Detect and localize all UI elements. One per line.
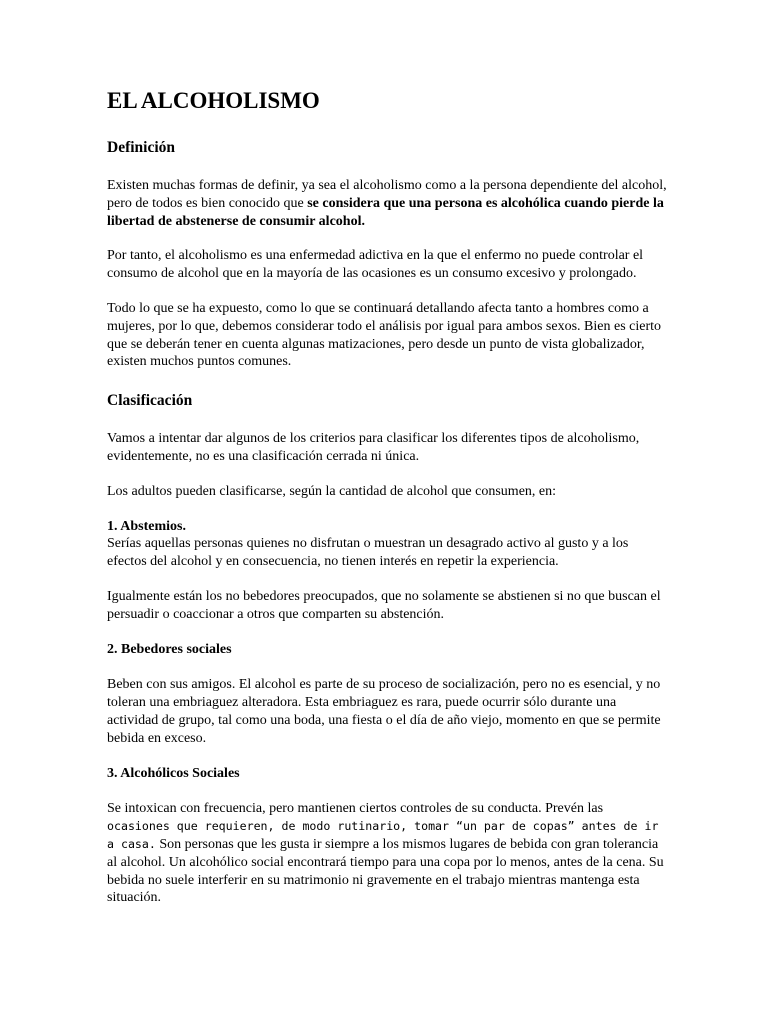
item-alcoholicos-sociales — [107, 765, 668, 783]
paragraph-abstemios-2: Igualmente están los no bebedores preocupados, que no solamente se abstienen si no que buscan el persuadir o coaccionar a otros que comparten su abstención. — [107, 588, 661, 622]
paragraph-definicion-2: Por tanto, el alcoholismo es una enfermedad adictiva en la que el enfermo no puede controlar el consumo de alcohol que en la mayoría de las ocasiones es un consumo excesivo y prolongado. — [107, 248, 644, 282]
paragraph-alcoholicos-text-end: Son personas que les gusta ir siempre a los mismos lugares de bebida con gran tolerancia al alcohol. Un alcohólico social encontrará tiempo para una copa por lo menos, antes de la cena. Su bebida no suele interferir en su matrimonio ni gravemente en el trabajo mientras mantenga esta situación. — [107, 836, 664, 906]
paragraph-definicion-1 — [107, 177, 668, 230]
paragraph-alcoholicos-sociales — [107, 800, 668, 907]
paragraph-clasificacion-2: Los adultos pueden clasificarse, según la cantidad de alcohol que consumen, en: — [107, 483, 557, 499]
item-alcoholicos-heading: 3. Alcohólicos Sociales — [107, 765, 240, 781]
item-bebedores-heading: 2. Bebedores sociales — [107, 641, 232, 657]
heading-clasificacion: Clasificación — [107, 392, 193, 410]
paragraph-alcoholicos-text-start: Se intoxican con frecuencia, pero mantienen ciertos controles de su conducta. Prevén las — [107, 801, 604, 817]
paragraph-bebedores-sociales: Beben con sus amigos. El alcohol es parte de su proceso de socialización, pero no es esencial, y no toleran una embriaguez alteradora. Esta embriaguez es rara, puede ocurrir sólo durante una actividad de grupo, tal como una boda, una fiesta o el día de año viejo, momento en que se permite bebida en exceso. — [107, 677, 661, 746]
item-abstemios-text: Serías aquellas personas quienes no disfrutan o muestran un desagrado activo al gusto y a los efectos del alcohol y en consecuencia, no tienen interés en repetir la experiencia. — [107, 536, 629, 570]
item-abstemios — [107, 518, 668, 571]
paragraph-alcoholicos-text-mono: ocasiones que requieren, de modo rutinario, tomar “un par de copas” antes de ir a casa. — [107, 819, 659, 851]
item-abstemios-heading: 1. Abstemios. — [107, 518, 186, 534]
paragraph-definicion-1-bold: se considera que una persona es alcohólica cuando pierde la libertad de abstenerse de consumir alcohol. — [107, 195, 664, 229]
document-title: EL ALCOHOLISMO — [107, 88, 320, 113]
paragraph-definicion-1-text: Existen muchas formas de definir, ya sea el alcoholismo como a la persona dependiente del alcohol, pero de todos es bien conocido que — [107, 178, 667, 211]
paragraph-clasificacion-1: Vamos a intentar dar algunos de los criterios para clasificar los diferentes tipos de alcoholismo, evidentemente, no es una clasificación cerrada ni única. — [107, 431, 640, 464]
item-bebedores-sociales — [107, 641, 668, 659]
heading-definicion: Definición — [107, 139, 176, 156]
paragraph-definicion-3: Todo lo que se ha expuesto, como lo que se continuará detallando afecta tanto a hombres como a mujeres, por lo que, debemos considerar todo el análisis por igual para ambos sexos. Bien es cierto que se deberán tener en cuenta algunas matizaciones, pero desde un punto de vista globalizador, existen muchos puntos comunes. — [107, 300, 662, 370]
